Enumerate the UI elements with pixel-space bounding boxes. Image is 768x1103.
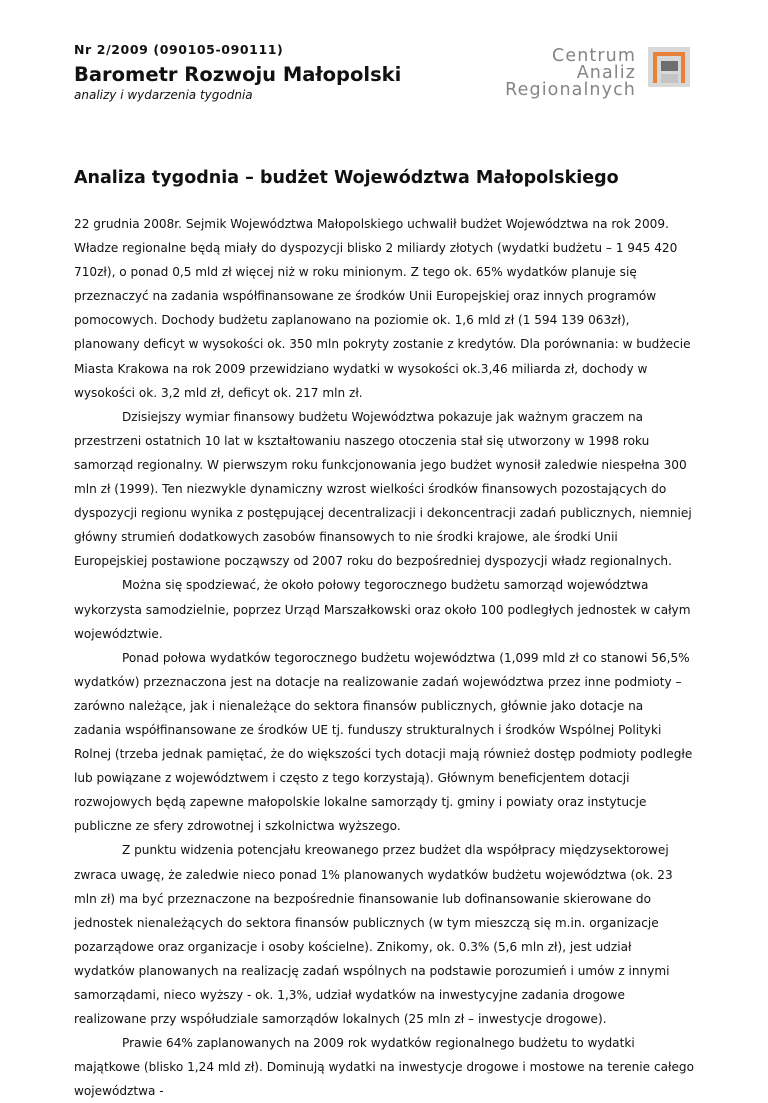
car-logo <box>498 42 698 104</box>
paragraph-4: Ponad połowa wydatków tegorocznego budżetu województwa (1,099 mld zł co stanowi 56,5% wydatków) przeznaczona jest na dotacje na realizowanie zadań województwa przez inne podmioty – zarówno należące, jak i nienależące do sektora finansów publicznych, głównie jako dotacje na zadania współfinansowane ze środków UE tj. funduszy strukturalnych i środków Wspólnej Polityki Rolnej (trzeba jednak pamiętać, że do większości tych dotacji mają również dostęp podmioty podległe lub powiązane z województwem i często z tego korzystają). Głównym beneficjentem dotacji rozwojowych będą zapewne małopolskie lokalne samorządy tj. gminy i powiaty oraz instytucje publiczne ze sfery zdrowotnej i szkolnictwa wyższego. <box>74 650 693 834</box>
paragraph-5: Z punktu widzenia potencjału kreowanego przez budżet dla współpracy międzysektorowej zwraca uwagę, że zaledwie nieco ponad 1% planowanych wydatków budżetu województwa (ok. 23 mln zł) ma być przeznaczone na bezpośrednie finansowanie lub dofinansowanie skierowane do jednostek nienależących do sektora finansów publicznych (w tym mieszczą się m.in. organizacje pozarządowe oraz organizacje i osoby kościelne). Znikomy, ok. 0.3% (5,6 mln zł), jest udział wydatków planowanych na realizację zadań wspólnych na podstawie porozumień i umów z innymi samorządami, nieco wyższy - ok. 1,3%, udział wydatków na inwestycyjne zadania drogowe realizowane przy współudziale samorządów lokalnych (25 mln zł – inwestycje drogowe). <box>74 843 673 1027</box>
logo-mark-light-block <box>661 74 678 83</box>
logo-line-analiz: Analiz <box>576 63 636 83</box>
issue-number: Nr 2/2009 (090105-090111) <box>74 42 284 57</box>
article-title: Analiza tygodnia – budżet Województwa Małopolskiego <box>74 168 619 188</box>
logo-mark-dark-block <box>661 61 678 71</box>
logo-line-regionalnych: Regionalnych <box>505 80 636 100</box>
paragraph-6: Prawie 64% zaplanowanych na 2009 rok wydatków regionalnego budżetu to wydatki majątkowe (blisko 1,24 mld zł). Dominują wydatki na inwestycje drogowe i mostowe na terenie całego województwa - <box>74 1036 694 1099</box>
paragraph-1: 22 grudnia 2008r. Sejmik Województwa Małopolskiego uchwalił budżet Województwa na rok 2009. Władze regionalne będą miały do dyspozycji blisko 2 miliardy złotych (wydatki budżetu – 1 945 420 710zł), o ponad 0,5 mld zł więcej niż w roku minionym. Z tego ok. 65% wydatków planuje się przeznaczyć na zadania współfinansowane ze środków Unii Europejskiej oraz innych programów pomocowych. Dochody budżetu zaplanowano na poziomie ok. 1,6 mld zł (1 594 139 063zł), planowany deficyt w wysokości ok. 350 mln pokryty zostanie z kredytów. Dla porównania: w budżecie Miasta Krakowa na rok 2009 przewidziano wydatki w wysokości ok.3,46 miliarda zł, dochody w wysokości ok. 3,2 mld zł, deficyt ok. 217 mln zł. <box>74 217 691 400</box>
paragraph-2: Dzisiejszy wymiar finansowy budżetu Województwa pokazuje jak ważnym graczem na przestrzeni ostatnich 10 lat w kształtowaniu naszego otoczenia stał się utworzony w 1998 roku samorząd regionalny. W pierwszym roku funkcjonowania jego budżet wynosił zaledwie niespełna 300 mln zł (1999). Ten niezwykle dynamiczny wzrost wielkości środków finansowych pozostających do dyspozycji regionu wynika z postępującej decentralizacji i dekoncentracji zadań publicznych, niemniej główny strumień dodatkowych zasobów finansowych to nie środki krajowe, ale środki Unii Europejskiej postawione począwszy od 2007 roku do bezpośredniej dyspozycji władz regionalnych. <box>74 409 692 569</box>
logo-line-centrum: Centrum <box>552 46 636 66</box>
paragraph-3: Można się spodziewać, że około połowy tegorocznego budżetu samorząd województwa wykorzysta samodzielnie, poprzez Urząd Marszałkowski oraz około 100 podległych jednostek w całym województwie. <box>74 578 691 641</box>
publication-subtitle: analizy i wydarzenia tygodnia <box>74 88 253 102</box>
publication-title: Barometr Rozwoju Małopolski <box>74 63 402 86</box>
logo-mark-icon <box>648 47 690 87</box>
article-body <box>74 212 694 1103</box>
